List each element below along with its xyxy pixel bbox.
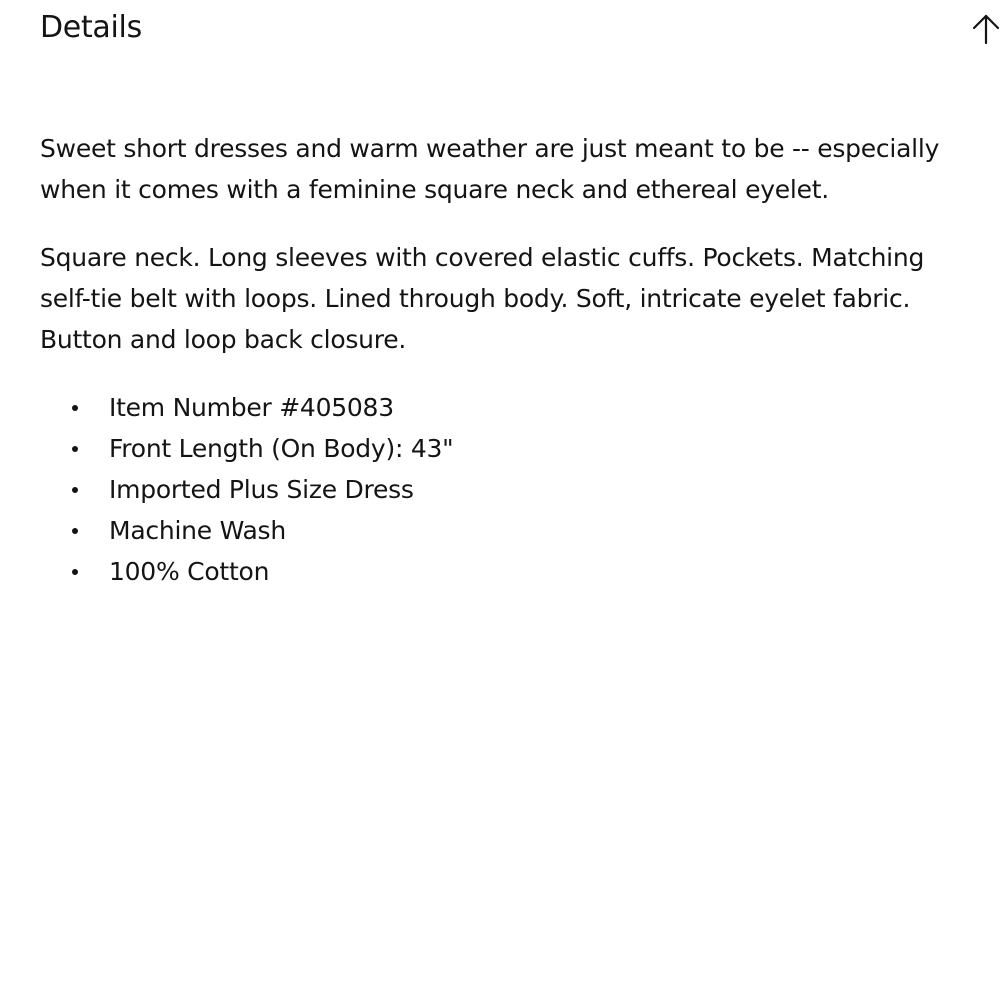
bullet-icon [72,405,78,411]
features-paragraph [40,237,975,360]
spec-item-label: 100% Cotton [109,557,270,586]
spec-item-label: Front Length (On Body): 43" [109,434,454,463]
bullet-icon [72,446,78,452]
details-body [40,128,975,387]
spec-item-label: Item Number #405083 [109,393,394,422]
spec-item-label: Imported Plus Size Dress [109,475,414,504]
spec-item-material [72,551,453,592]
details-title: Details [40,10,142,45]
bullet-icon [72,569,78,575]
features-line: Square neck. Long sleeves with covered elastic cuffs. Pockets. Matching [40,243,925,272]
spec-item-imported [72,469,453,510]
collapse-toggle-button[interactable] [966,10,1000,46]
description-line: when it comes with a feminine square neck and ethereal eyelet. [40,175,829,204]
bullet-icon [72,487,78,493]
spec-item-care [72,510,453,551]
arrow-up-icon [966,10,1000,46]
spec-item-front-length [72,428,453,469]
details-accordion-header[interactable] [0,0,1000,60]
features-line: self-tie belt with loops. Lined through body. Soft, intricate eyelet fabric. [40,284,911,313]
description-line: Sweet short dresses and warm weather are just meant to be -- especially [40,134,940,163]
features-line: Button and loop back closure. [40,325,407,354]
description-paragraph [40,128,975,210]
bullet-icon [72,528,78,534]
spec-item-label: Machine Wash [109,516,286,545]
spec-list [72,387,453,592]
spec-item-item-number [72,387,453,428]
